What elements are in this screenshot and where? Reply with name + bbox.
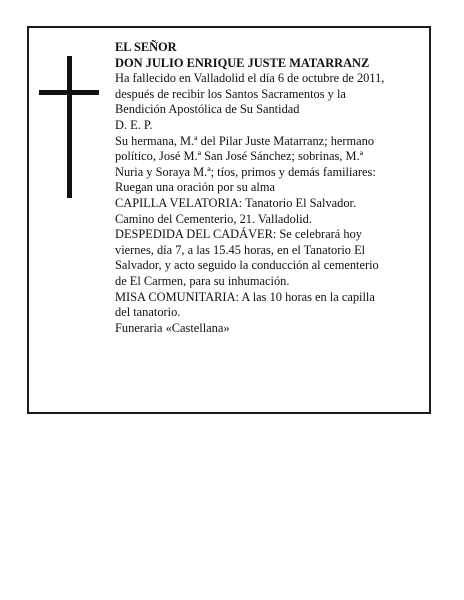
rip-line: D. E. P. — [115, 117, 153, 132]
body-line: del tanatorio. — [115, 305, 181, 320]
notice-title-line: EL SEÑOR — [115, 40, 177, 54]
body-line: político, José M.ª San José Sánchez; sobrinas, M.ª — [115, 149, 364, 164]
body-line: después de recibir los Santos Sacramentos y la — [115, 86, 346, 101]
cross-vertical-bar — [67, 56, 72, 198]
deceased-name: DON JULIO ENRIQUE JUSTE MATARRANZ — [115, 55, 370, 70]
notice-text — [115, 40, 421, 336]
body-line: Su hermana, M.ª del Pilar Juste Matarranz; hermano — [115, 133, 375, 148]
body-line: Ruegan una oración por su alma — [115, 180, 275, 195]
body-line: viernes, día 7, a las 15.45 horas, en el Tanatorio El — [115, 242, 366, 257]
body-line: DESPEDIDA DEL CADÁVER: Se celebrará hoy — [115, 227, 362, 242]
obituary-notice — [27, 26, 431, 414]
body-line: de El Carmen, para su inhumación. — [115, 273, 290, 288]
funeral-home-line: Funeraria «Castellana» — [115, 320, 230, 335]
body-line: MISA COMUNITARIA: A las 10 horas en la capilla — [115, 289, 375, 304]
latin-cross-icon — [39, 56, 99, 198]
body-line: Bendición Apostólica de Su Santidad — [115, 102, 300, 117]
body-line: CAPILLA VELATORIA: Tanatorio El Salvador. — [115, 195, 357, 210]
body-line: Nuria y Soraya M.ª; tíos, primos y demás familiares: — [115, 164, 376, 179]
body-line: Salvador, y acto seguido la conducción al cementerio — [115, 258, 379, 273]
body-line: Camino del Cementerio, 21. Valladolid. — [115, 211, 312, 226]
cross-horizontal-bar — [39, 90, 99, 95]
body-line: Ha fallecido en Valladolid el día 6 de octubre de 2011, — [115, 71, 385, 86]
